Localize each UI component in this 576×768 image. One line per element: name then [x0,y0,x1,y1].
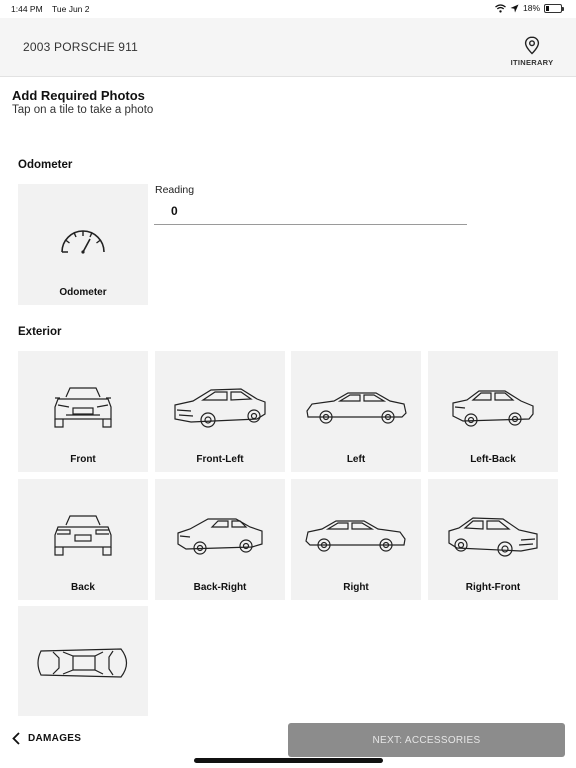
tile-art [291,373,421,443]
tile-label: Front-Left [196,454,244,465]
photo-tile-left[interactable] [291,351,421,472]
speedometer-icon [58,226,108,256]
status-indicators [495,3,562,13]
car-top-icon [33,643,133,683]
reading-label: Reading [155,184,195,196]
tile-label: Right-Front [465,582,521,593]
photo-tile-right-front[interactable] [428,479,558,600]
tile-label: Left [346,454,366,465]
odometer-reading-input[interactable] [154,198,467,225]
photo-tile-front-left[interactable] [155,351,285,472]
tile-label: Left-Back [470,454,516,465]
status-time: 1:44 PM [11,4,43,14]
tile-art [155,373,285,443]
itinerary-label: ITINERARY [510,58,554,67]
car-right-front-icon [445,514,541,558]
tile-label: Front [70,454,96,465]
tile-art [18,373,148,443]
photo-tile-left-back[interactable] [428,351,558,472]
car-back-right-icon [174,514,266,558]
battery-percent: 18% [522,3,540,13]
back-to-damages-button[interactable] [12,732,81,745]
car-front-icon [52,385,114,431]
back-button-label: DAMAGES [28,733,82,744]
next-accessories-button[interactable]: NEXT: ACCESSORIES [288,723,565,757]
tile-label: Back [71,582,95,593]
vehicle-title: 2003 PORSCHE 911 [23,40,139,54]
status-date: Tue Jun 2 [52,4,90,14]
tile-art [18,501,148,571]
car-front-left-icon [171,385,269,431]
tile-art [428,373,558,443]
tile-label: Right [343,582,369,593]
tile-art [291,501,421,571]
chevron-left-icon [12,732,20,745]
battery-fill [546,6,549,11]
tile-art [18,628,148,698]
status-bar [0,0,576,18]
exterior-section-title: Exterior [18,326,62,338]
page-title: Add Required Photos [12,88,145,103]
car-left-back-icon [449,386,537,430]
footer-bar [0,716,576,768]
location-arrow-icon [510,4,519,13]
battery-icon [544,4,562,13]
tile-art [428,501,558,571]
tile-art [155,501,285,571]
odometer-tile[interactable] [18,184,148,305]
photo-tile-right[interactable] [291,479,421,600]
car-back-icon [52,513,114,559]
photo-tile-front[interactable] [18,351,148,472]
itinerary-button[interactable] [509,36,555,67]
app-header [0,18,576,77]
home-indicator [194,758,383,763]
photo-tile-back[interactable] [18,479,148,600]
car-right-icon [304,517,408,555]
odometer-section-title: Odometer [18,159,73,171]
page-subtitle: Tap on a tile to take a photo [12,104,154,116]
map-pin-icon [524,36,540,55]
car-left-icon [304,389,408,427]
wifi-icon [495,4,506,13]
tile-label: Odometer [59,287,107,298]
tile-label: Back-Right [193,582,247,593]
photo-tile-back-right[interactable] [155,479,285,600]
tile-art [18,206,148,276]
photo-tile-top[interactable] [18,606,148,727]
